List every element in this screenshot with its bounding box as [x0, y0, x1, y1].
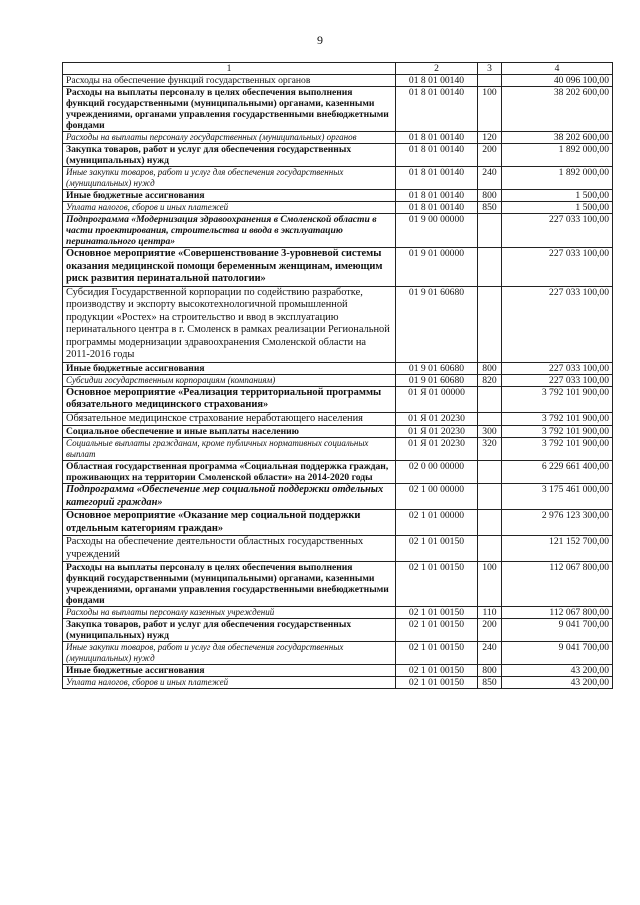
row-code-cell: 01 8 01 00140 — [396, 144, 478, 167]
row-code-cell: 02 1 01 00150 — [396, 562, 478, 607]
row-amount-cell: 1 892 000,00 — [502, 167, 613, 190]
row-name-cell: Закупка товаров, работ и услуг для обеспечения государственных (муниципальных) нужд — [63, 144, 396, 167]
row-code-cell: 02 0 00 00000 — [396, 461, 478, 484]
row-amount-cell: 9 041 700,00 — [502, 619, 613, 642]
table-row — [63, 190, 613, 202]
row-code-cell: 01 Я 01 20230 — [396, 426, 478, 438]
row-amount-cell: 38 202 600,00 — [502, 132, 613, 144]
table-header-row — [63, 63, 613, 75]
table-row — [63, 167, 613, 190]
row-name-cell: Иные бюджетные ассигнования — [63, 665, 396, 677]
row-type-cell — [478, 75, 502, 87]
row-amount-cell: 227 033 100,00 — [502, 362, 613, 374]
row-code-cell: 01 8 01 00140 — [396, 167, 478, 190]
table-row — [63, 484, 613, 510]
row-type-cell — [478, 412, 502, 426]
row-amount-cell: 43 200,00 — [502, 665, 613, 677]
row-amount-cell: 40 096 100,00 — [502, 75, 613, 87]
row-code-cell: 02 1 01 00150 — [396, 536, 478, 562]
row-type-cell — [478, 484, 502, 510]
row-name-cell: Основное мероприятие «Совершенствование 3-уровневой системы оказания медицинской помощи беременным женщинам, имеющим риск развития перинатальной патологии» — [63, 248, 396, 287]
table-row — [63, 665, 613, 677]
table-row — [63, 607, 613, 619]
row-type-cell: 110 — [478, 607, 502, 619]
row-type-cell — [478, 386, 502, 412]
row-name-cell: Областная государственная программа «Социальная поддержка граждан, проживающих на территории Смоленской области» на 2014-2020 годы — [63, 461, 396, 484]
row-type-cell: 100 — [478, 87, 502, 132]
row-amount-cell: 227 033 100,00 — [502, 374, 613, 386]
row-name-cell: Иные бюджетные ассигнования — [63, 190, 396, 202]
row-code-cell: 02 1 01 00150 — [396, 607, 478, 619]
row-type-cell: 240 — [478, 642, 502, 665]
row-type-cell: 320 — [478, 438, 502, 461]
row-amount-cell: 3 792 101 900,00 — [502, 412, 613, 426]
row-name-cell: Закупка товаров, работ и услуг для обеспечения государственных (муниципальных) нужд — [63, 619, 396, 642]
row-amount-cell: 3 792 101 900,00 — [502, 438, 613, 461]
row-code-cell: 01 Я 01 00000 — [396, 386, 478, 412]
column-header-amount: 4 — [502, 63, 613, 75]
row-type-cell — [478, 536, 502, 562]
table-row — [63, 412, 613, 426]
row-name-cell: Уплата налогов, сборов и иных платежей — [63, 202, 396, 214]
row-code-cell: 02 1 01 00000 — [396, 510, 478, 536]
table-row — [63, 536, 613, 562]
table-row — [63, 461, 613, 484]
row-name-cell: Субсидии государственным корпорациям (компаниям) — [63, 374, 396, 386]
row-code-cell: 01 9 01 60680 — [396, 286, 478, 362]
table-row — [63, 510, 613, 536]
row-name-cell: Расходы на выплаты персоналу государственных (муниципальных) органов — [63, 132, 396, 144]
row-code-cell: 01 9 01 60680 — [396, 362, 478, 374]
row-amount-cell: 6 229 661 400,00 — [502, 461, 613, 484]
row-type-cell: 200 — [478, 619, 502, 642]
table-row — [63, 362, 613, 374]
row-name-cell: Субсидия Государственной корпорации по содействию разработке, производству и экспорту высокотехнологичной промышленной продукции «Ростех» на строительство и ввод в эксплуатацию перинатального центра в г. Смоленск в рамках реализации Региональной программы модернизации здравоохранения Смоленской области на 2011-2016 годы — [63, 286, 396, 362]
row-name-cell: Основное мероприятие «Оказание мер социальной поддержки отдельным категориям граждан» — [63, 510, 396, 536]
row-code-cell: 02 1 01 00150 — [396, 665, 478, 677]
table-row — [63, 642, 613, 665]
table-row — [63, 75, 613, 87]
column-header-name: 1 — [63, 63, 396, 75]
row-code-cell: 01 9 00 00000 — [396, 214, 478, 248]
row-code-cell: 01 8 01 00140 — [396, 190, 478, 202]
row-code-cell: 02 1 01 00150 — [396, 619, 478, 642]
table-row — [63, 248, 613, 287]
row-amount-cell: 43 200,00 — [502, 677, 613, 689]
row-code-cell: 01 9 01 60680 — [396, 374, 478, 386]
row-code-cell: 02 1 00 00000 — [396, 484, 478, 510]
row-amount-cell: 112 067 800,00 — [502, 562, 613, 607]
row-type-cell — [478, 214, 502, 248]
row-type-cell — [478, 286, 502, 362]
table-row — [63, 144, 613, 167]
table-row — [63, 677, 613, 689]
row-amount-cell: 3 792 101 900,00 — [502, 426, 613, 438]
row-name-cell: Иные закупки товаров, работ и услуг для обеспечения государственных (муниципальных) нужд — [63, 642, 396, 665]
row-code-cell: 01 Я 01 20230 — [396, 438, 478, 461]
table-row — [63, 438, 613, 461]
row-code-cell: 02 1 01 00150 — [396, 642, 478, 665]
row-amount-cell: 112 067 800,00 — [502, 607, 613, 619]
table-row — [63, 202, 613, 214]
row-amount-cell: 38 202 600,00 — [502, 87, 613, 132]
row-amount-cell: 2 976 123 300,00 — [502, 510, 613, 536]
row-type-cell: 800 — [478, 190, 502, 202]
table-row — [63, 286, 613, 362]
row-type-cell — [478, 461, 502, 484]
row-name-cell: Иные бюджетные ассигнования — [63, 362, 396, 374]
row-amount-cell: 121 152 700,00 — [502, 536, 613, 562]
row-type-cell: 800 — [478, 665, 502, 677]
table-row — [63, 374, 613, 386]
row-name-cell: Расходы на выплаты персоналу казенных учреждений — [63, 607, 396, 619]
row-name-cell: Расходы на выплаты персоналу в целях обеспечения выполнения функций государственными (муниципальными) органами, казенными учреждениями, органами управления государственными внебюджетными фондами — [63, 87, 396, 132]
row-type-cell: 200 — [478, 144, 502, 167]
column-header-type: 3 — [478, 63, 502, 75]
row-amount-cell: 227 033 100,00 — [502, 286, 613, 362]
table-row — [63, 386, 613, 412]
row-amount-cell: 227 033 100,00 — [502, 214, 613, 248]
row-type-cell: 120 — [478, 132, 502, 144]
table-row — [63, 619, 613, 642]
row-code-cell: 01 8 01 00140 — [396, 202, 478, 214]
table-row — [63, 214, 613, 248]
row-type-cell: 800 — [478, 362, 502, 374]
row-amount-cell: 227 033 100,00 — [502, 248, 613, 287]
table-body — [63, 75, 613, 689]
row-name-cell: Уплата налогов, сборов и иных платежей — [63, 677, 396, 689]
row-type-cell: 850 — [478, 202, 502, 214]
table-row — [63, 132, 613, 144]
row-code-cell: 01 8 01 00140 — [396, 75, 478, 87]
row-code-cell: 01 8 01 00140 — [396, 87, 478, 132]
row-type-cell: 850 — [478, 677, 502, 689]
row-amount-cell: 3 792 101 900,00 — [502, 386, 613, 412]
row-name-cell: Расходы на обеспечение деятельности областных государственных учреждений — [63, 536, 396, 562]
budget-table — [62, 62, 613, 689]
table-row — [63, 562, 613, 607]
column-header-code: 2 — [396, 63, 478, 75]
row-name-cell: Основное мероприятие «Реализация территориальной программы обязательного медицинского страхования» — [63, 386, 396, 412]
row-amount-cell: 9 041 700,00 — [502, 642, 613, 665]
row-amount-cell: 1 500,00 — [502, 202, 613, 214]
row-amount-cell: 1 500,00 — [502, 190, 613, 202]
row-code-cell: 01 9 01 00000 — [396, 248, 478, 287]
row-type-cell — [478, 248, 502, 287]
row-type-cell: 300 — [478, 426, 502, 438]
row-type-cell: 820 — [478, 374, 502, 386]
table-row — [63, 426, 613, 438]
row-type-cell — [478, 510, 502, 536]
row-name-cell: Обязательное медицинское страхование неработающего населения — [63, 412, 396, 426]
row-type-cell: 240 — [478, 167, 502, 190]
row-name-cell: Расходы на обеспечение функций государственных органов — [63, 75, 396, 87]
row-type-cell: 100 — [478, 562, 502, 607]
row-name-cell: Социальное обеспечение и иные выплаты населению — [63, 426, 396, 438]
row-code-cell: 01 8 01 00140 — [396, 132, 478, 144]
row-amount-cell: 3 175 461 000,00 — [502, 484, 613, 510]
row-name-cell: Расходы на выплаты персоналу в целях обеспечения выполнения функций государственными (муниципальными) органами, казенными учреждениями, органами управления государственными внебюджетными фондами — [63, 562, 396, 607]
row-name-cell: Подпрограмма «Обеспечение мер социальной поддержки отдельных категорий граждан» — [63, 484, 396, 510]
row-code-cell: 02 1 01 00150 — [396, 677, 478, 689]
row-name-cell: Социальные выплаты гражданам, кроме публичных нормативных социальных выплат — [63, 438, 396, 461]
page-number: 9 — [317, 33, 323, 47]
row-name-cell: Иные закупки товаров, работ и услуг для обеспечения государственных (муниципальных) нужд — [63, 167, 396, 190]
table-row — [63, 87, 613, 132]
row-code-cell: 01 Я 01 20230 — [396, 412, 478, 426]
row-amount-cell: 1 892 000,00 — [502, 144, 613, 167]
row-name-cell: Подпрограмма «Модернизация здравоохранения в Смоленской области в части проектирования, строительства и ввода в эксплуатацию перинатального центра» — [63, 214, 396, 248]
